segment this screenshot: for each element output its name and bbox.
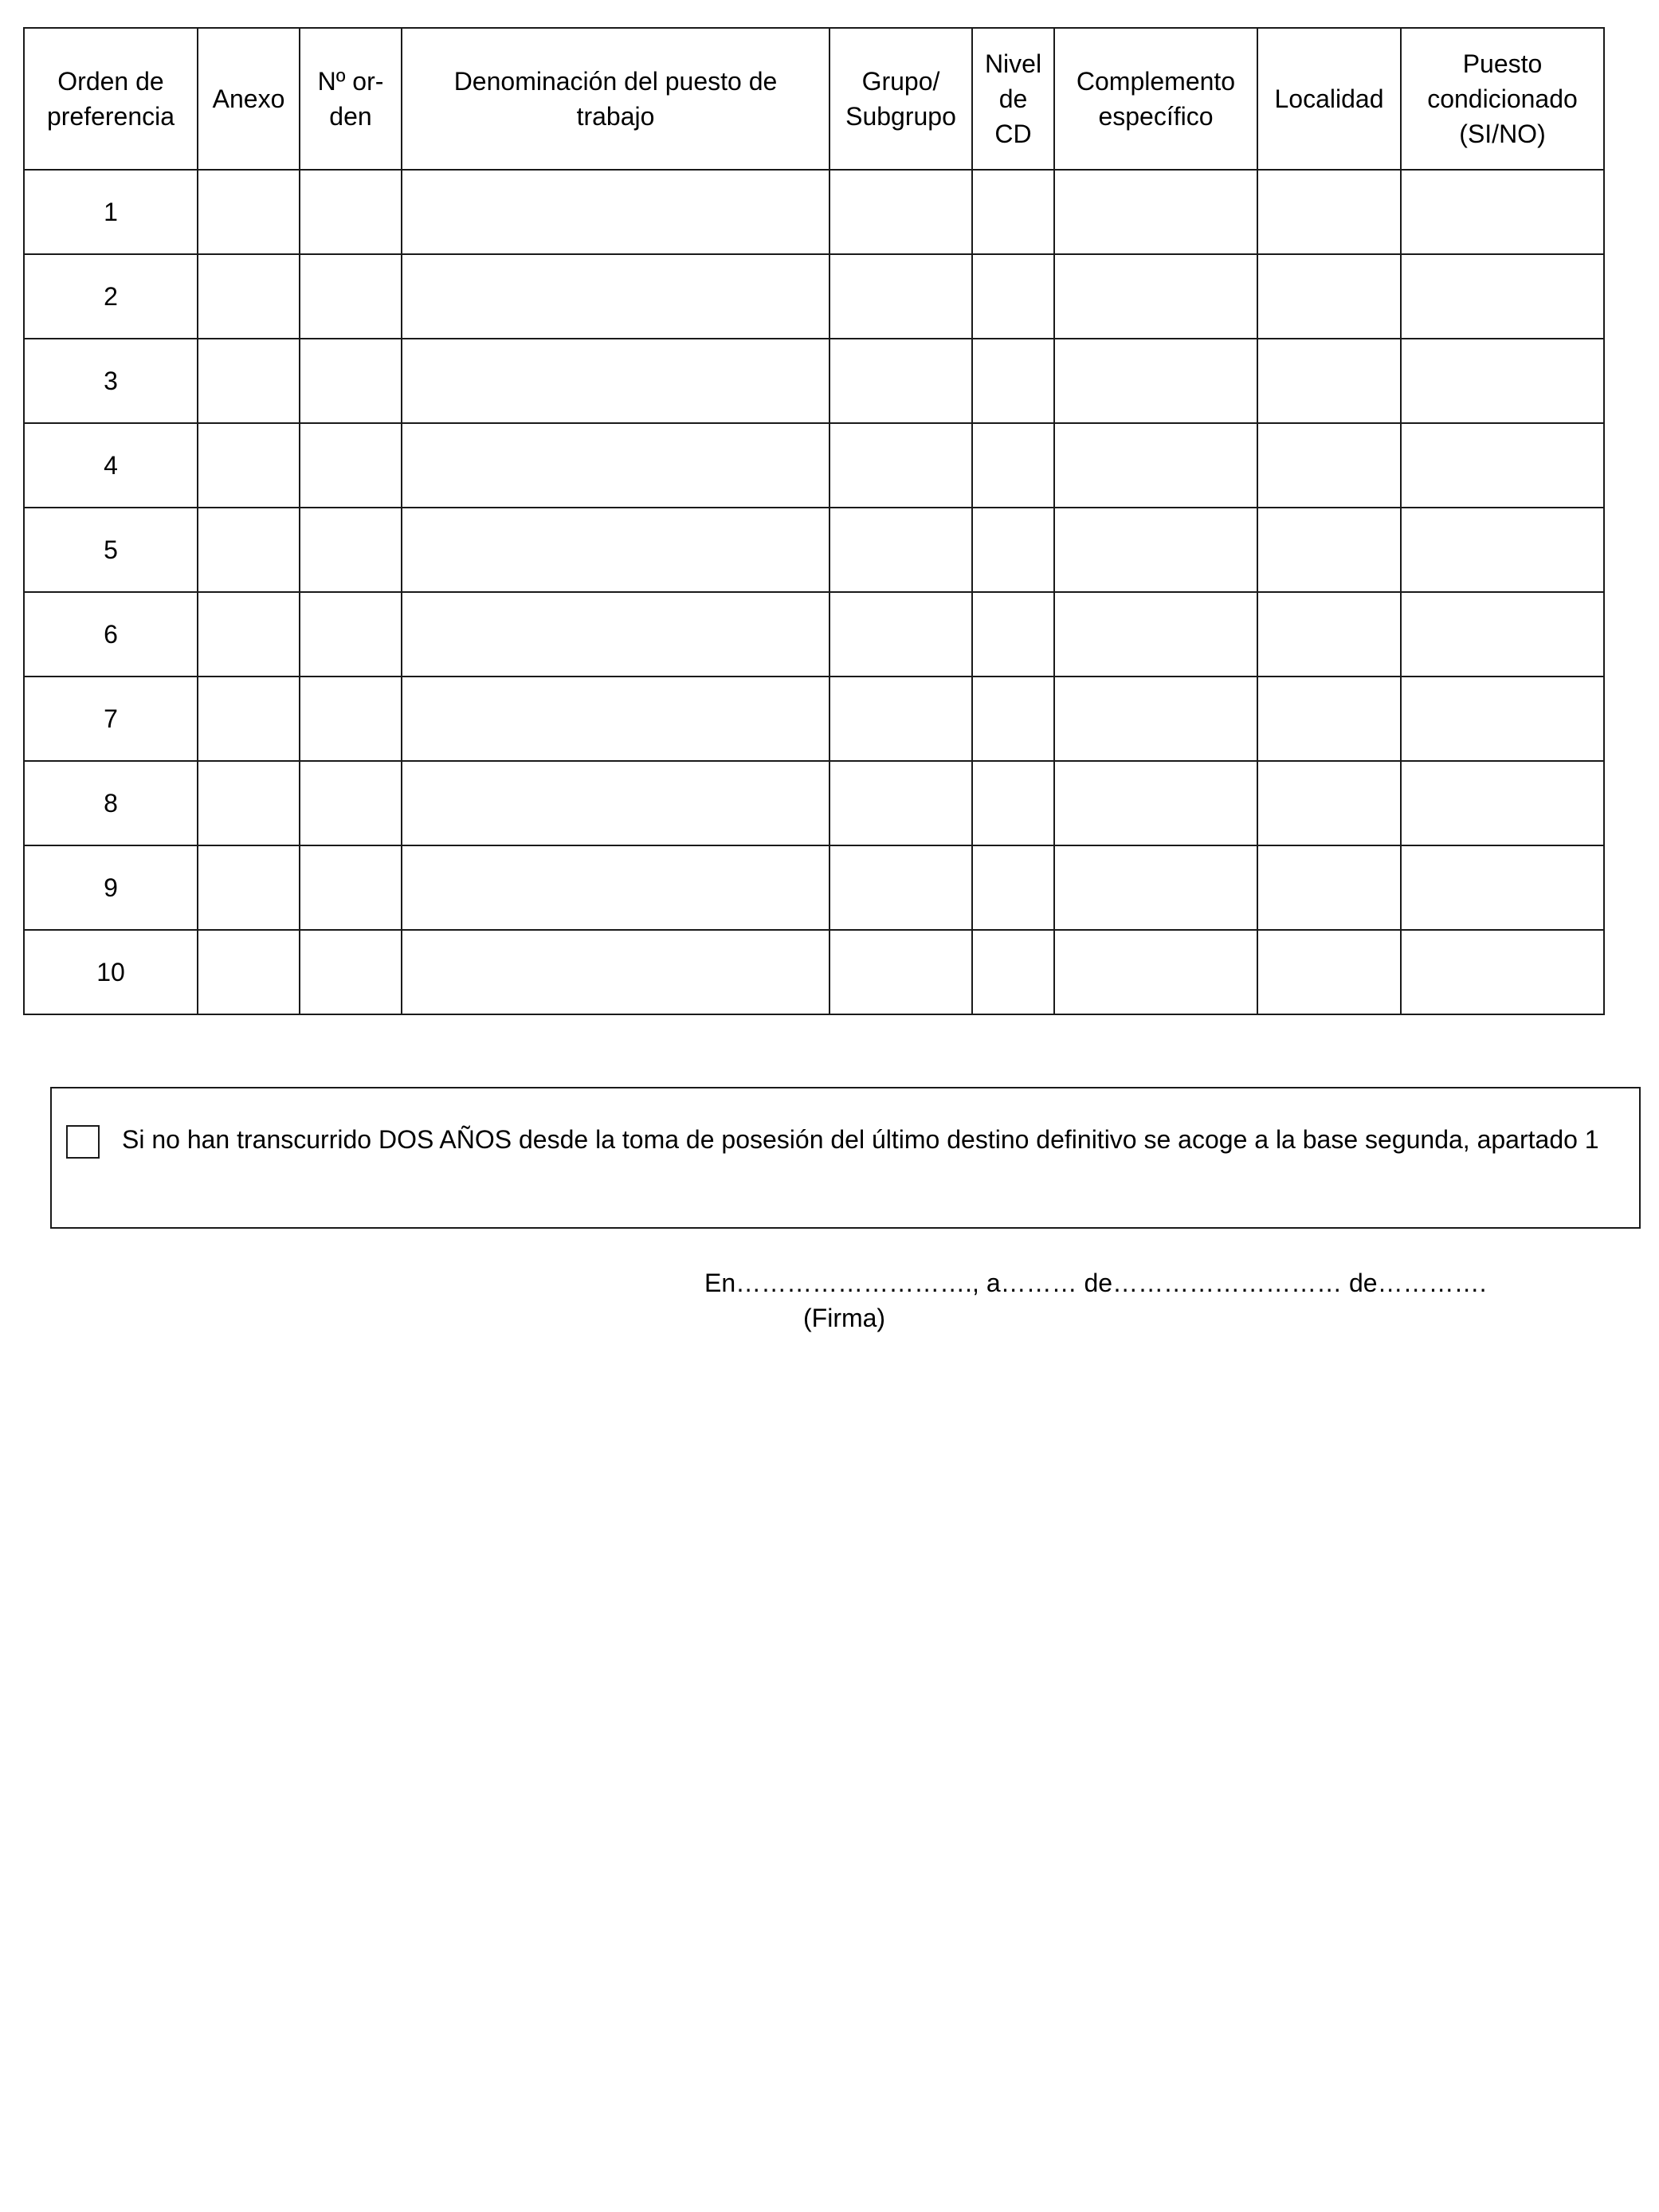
table-cell-blank[interactable]: [402, 339, 830, 423]
table-cell-blank[interactable]: [830, 930, 972, 1014]
table-cell-blank[interactable]: [402, 930, 830, 1014]
table-cell-blank[interactable]: [198, 339, 300, 423]
table-cell-blank[interactable]: [402, 508, 830, 592]
table-cell-blank[interactable]: [972, 339, 1054, 423]
table-cell-blank[interactable]: [972, 930, 1054, 1014]
header-text-line: condicionado: [1427, 84, 1578, 113]
table-cell-blank[interactable]: [1054, 170, 1257, 254]
row-order-number: 10: [24, 930, 198, 1014]
table-cell-blank[interactable]: [1257, 170, 1401, 254]
table-cell-blank[interactable]: [300, 592, 402, 677]
header-text-line: de: [998, 84, 1028, 113]
table-cell-blank[interactable]: [1257, 845, 1401, 930]
row-order-number: 1: [24, 170, 198, 254]
header-text-line: Puesto: [1462, 49, 1543, 78]
header-text-line: Grupo/: [861, 67, 940, 96]
row-order-number: 4: [24, 423, 198, 508]
table-cell-blank[interactable]: [198, 677, 300, 761]
header-text-line: CD: [994, 120, 1032, 148]
header-puesto-condicionado: [1401, 28, 1604, 170]
table-cell-blank[interactable]: [972, 677, 1054, 761]
date-line: En………………………., a……… de……………………… de………….: [704, 1269, 1487, 1297]
table-cell-blank[interactable]: [1257, 339, 1401, 423]
header-text-line: Subgrupo: [845, 102, 956, 131]
table-cell-blank[interactable]: [830, 761, 972, 845]
table-cell-blank[interactable]: [300, 254, 402, 339]
header-text-line: Anexo: [212, 84, 285, 113]
table-cell-blank[interactable]: [1054, 930, 1257, 1014]
table-cell-blank[interactable]: [1257, 423, 1401, 508]
table-cell-blank[interactable]: [1257, 254, 1401, 339]
condition-checkbox[interactable]: [66, 1125, 100, 1159]
row-order-number: 2: [24, 254, 198, 339]
table-cell-blank[interactable]: [972, 845, 1054, 930]
row-order-number: 8: [24, 761, 198, 845]
table-cell-blank[interactable]: [830, 170, 972, 254]
table-cell-blank[interactable]: [1401, 677, 1604, 761]
preference-table: [23, 27, 1605, 1015]
table-cell-blank[interactable]: [198, 254, 300, 339]
table-row: [24, 677, 1604, 761]
table-row: [24, 423, 1604, 508]
table-cell-blank[interactable]: [198, 170, 300, 254]
condition-text: Si no han transcurrido DOS AÑOS desde la toma de posesión del último destino definitivo se acoge a la base segunda, apartado 1: [122, 1125, 1599, 1154]
table-cell-blank[interactable]: [1401, 930, 1604, 1014]
header-grupo-subgrupo: [830, 28, 972, 170]
row-order-number: 6: [24, 592, 198, 677]
table-cell-blank[interactable]: [1054, 677, 1257, 761]
header-text-line: den: [329, 102, 372, 131]
table-cell-blank[interactable]: [830, 423, 972, 508]
table-cell-blank[interactable]: [402, 423, 830, 508]
table-cell-blank[interactable]: [198, 845, 300, 930]
table-cell-blank[interactable]: [830, 508, 972, 592]
table-cell-blank[interactable]: [300, 423, 402, 508]
header-text-line: Complemento: [1076, 67, 1236, 96]
table-cell-blank[interactable]: [198, 930, 300, 1014]
header-text-line: Nivel: [984, 49, 1042, 78]
table-cell-blank[interactable]: [1257, 508, 1401, 592]
table-header-row: [24, 28, 1604, 170]
table-cell-blank[interactable]: [972, 170, 1054, 254]
table-cell-blank[interactable]: [972, 592, 1054, 677]
table-cell-blank[interactable]: [402, 592, 830, 677]
table-cell-blank[interactable]: [1054, 254, 1257, 339]
table-cell-blank[interactable]: [300, 761, 402, 845]
table-cell-blank[interactable]: [198, 761, 300, 845]
table-row: [24, 592, 1604, 677]
row-order-number: 7: [24, 677, 198, 761]
table-row: [24, 254, 1604, 339]
table-cell-blank[interactable]: [1401, 592, 1604, 677]
table-cell-blank[interactable]: [1257, 761, 1401, 845]
header-orden-preferencia: [24, 28, 198, 170]
header-text-line: específico: [1098, 102, 1214, 131]
table-cell-blank[interactable]: [972, 761, 1054, 845]
condition-box: [50, 1087, 1641, 1229]
table-cell-blank[interactable]: [402, 761, 830, 845]
header-text-line: Nº or-: [317, 67, 384, 96]
table-cell-blank[interactable]: [300, 677, 402, 761]
table-cell-blank[interactable]: [1401, 508, 1604, 592]
table-row: [24, 508, 1604, 592]
table-cell-blank[interactable]: [198, 423, 300, 508]
table-cell-blank[interactable]: [1054, 761, 1257, 845]
row-order-number: 5: [24, 508, 198, 592]
table-cell-blank[interactable]: [1401, 339, 1604, 423]
row-order-number: 9: [24, 845, 198, 930]
table-cell-blank[interactable]: [972, 423, 1054, 508]
header-text-line: (SI/NO): [1459, 120, 1546, 148]
table-cell-blank[interactable]: [300, 339, 402, 423]
table-cell-blank[interactable]: [1257, 930, 1401, 1014]
header-text-line: Orden de: [57, 67, 164, 96]
table-cell-blank[interactable]: [402, 677, 830, 761]
table-cell-blank[interactable]: [1054, 845, 1257, 930]
header-denominacion-puesto: [402, 28, 830, 170]
table-cell-blank[interactable]: [1401, 761, 1604, 845]
table-cell-blank[interactable]: [300, 930, 402, 1014]
table-cell-blank[interactable]: [1401, 170, 1604, 254]
table-cell-blank[interactable]: [830, 592, 972, 677]
table-row: [24, 339, 1604, 423]
table-cell-blank[interactable]: [1054, 423, 1257, 508]
table-cell-blank[interactable]: [300, 170, 402, 254]
header-numero-orden: [300, 28, 402, 170]
header-text-line: preferencia: [46, 102, 175, 131]
table-cell-blank[interactable]: [1054, 508, 1257, 592]
table-cell-blank[interactable]: [198, 508, 300, 592]
row-order-number: 3: [24, 339, 198, 423]
table-cell-blank[interactable]: [402, 254, 830, 339]
table-cell-blank[interactable]: [972, 508, 1054, 592]
table-cell-blank[interactable]: [1257, 592, 1401, 677]
table-cell-blank[interactable]: [1401, 845, 1604, 930]
table-cell-blank[interactable]: [402, 845, 830, 930]
table-cell-blank[interactable]: [830, 339, 972, 423]
header-localidad: [1257, 28, 1401, 170]
table-cell-blank[interactable]: [1054, 592, 1257, 677]
table-row: [24, 845, 1604, 930]
table-cell-blank[interactable]: [972, 254, 1054, 339]
table-row: [24, 170, 1604, 254]
table-cell-blank[interactable]: [830, 254, 972, 339]
table-cell-blank[interactable]: [830, 677, 972, 761]
header-nivel-cd: [972, 28, 1054, 170]
table-row: [24, 761, 1604, 845]
header-anexo: [198, 28, 300, 170]
table-cell-blank[interactable]: [198, 592, 300, 677]
table-cell-blank[interactable]: [1054, 339, 1257, 423]
table-cell-blank[interactable]: [402, 170, 830, 254]
header-text-line: Denominación del puesto de: [453, 67, 778, 96]
table-cell-blank[interactable]: [1401, 254, 1604, 339]
table-body: [24, 170, 1604, 1014]
table-cell-blank[interactable]: [300, 508, 402, 592]
table-cell-blank[interactable]: [1257, 677, 1401, 761]
signature-label: (Firma): [803, 1304, 886, 1332]
table-cell-blank[interactable]: [1401, 423, 1604, 508]
header-complemento-especifico: [1054, 28, 1257, 170]
header-text-line: trabajo: [576, 102, 655, 131]
table-cell-blank[interactable]: [830, 845, 972, 930]
table-cell-blank[interactable]: [300, 845, 402, 930]
table-row: [24, 930, 1604, 1014]
header-text-line: Localidad: [1274, 84, 1384, 113]
